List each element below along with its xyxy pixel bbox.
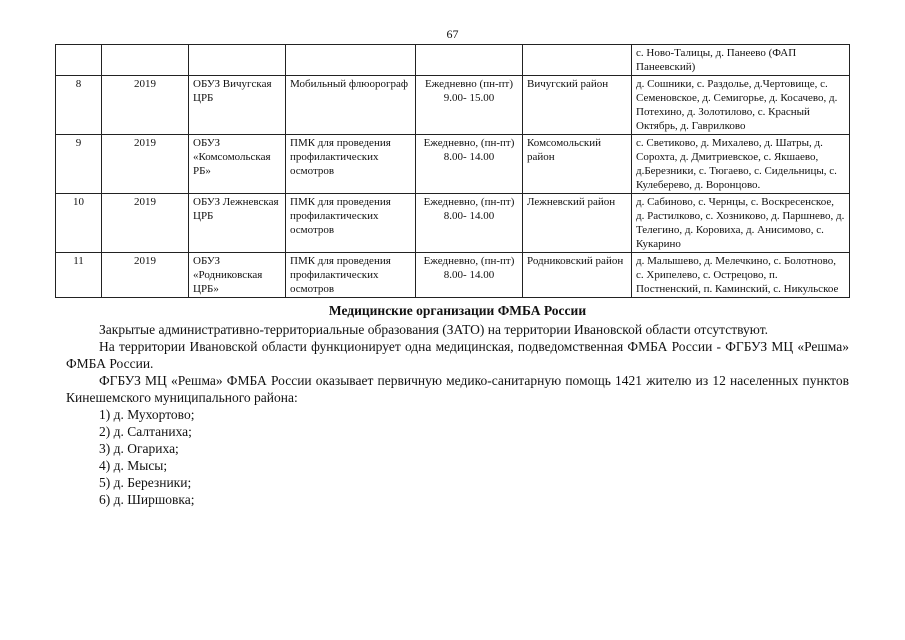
cell-localities: д. Сошники, с. Раздолье, д.Чертовище, с. Семеновское, д. Семигорье, д. Косачево, д. Потехино, д. Золотилово, с. Красный Октябрь, д. Гаврилково	[632, 76, 850, 135]
cell-year	[102, 45, 189, 76]
section-medical-organizations-fmba	[66, 302, 849, 508]
cell-service: Мобильный флюорограф	[286, 76, 416, 135]
cell-district: Комсомольский район	[523, 135, 632, 194]
table-row	[56, 45, 850, 76]
cell-organization: ОБУЗ «Родниковская ЦРБ»	[189, 253, 286, 298]
list-item: 4) д. Мысы;	[99, 458, 168, 473]
cell-year: 2019	[102, 135, 189, 194]
list-item: 5) д. Березники;	[99, 475, 192, 490]
cell-localities: с. Светиково, д. Михалево, д. Шатры, д. Сорохта, д. Дмитриевское, с. Якшаево, д.Березники, с. Тюгаево, с. Сидельницы, с. Кулеберево, д. Воронцово.	[632, 135, 850, 194]
list-item: 3) д. Огариха;	[99, 441, 179, 456]
paragraph-fmba-organization: На территории Ивановской области функционирует одна медицинская, подведомственная ФМБА России - ФГБУЗ МЦ «Решма» ФМБА России.	[66, 339, 849, 371]
cell-district: Вичугский район	[523, 76, 632, 135]
cell-localities: д. Сабиново, с. Чернцы, с. Воскресенское, д. Растилково, с. Хозниково, д. Паршнево, д. Телегино, д. Коровиха, д. Анисимово, с. Кукарино	[632, 194, 850, 253]
paragraph-fmba-services: ФГБУЗ МЦ «Решма» ФМБА России оказывает первичную медико-санитарную помощь 1421 жителю из 12 населенных пунктов Кинешемского муниципального района:	[66, 373, 849, 405]
cell-organization: ОБУЗ Лежневская ЦРБ	[189, 194, 286, 253]
cell-year: 2019	[102, 76, 189, 135]
page-number: 67	[446, 27, 459, 41]
cell-year: 2019	[102, 194, 189, 253]
cell-service: ПМК для проведения профилактических осмотров	[286, 135, 416, 194]
cell-localities: с. Ново-Талицы, д. Панеево (ФАП Панеевский)	[632, 45, 850, 76]
organizations-table	[55, 44, 850, 298]
cell-year: 2019	[102, 253, 189, 298]
cell-schedule: Ежедневно, (пн-пт) 8.00- 14.00	[416, 194, 523, 253]
cell-district	[523, 45, 632, 76]
table-body	[56, 45, 850, 298]
cell-number: 10	[56, 194, 102, 253]
cell-organization	[189, 45, 286, 76]
cell-service: ПМК для проведения профилактических осмотров	[286, 194, 416, 253]
table-row	[56, 253, 850, 298]
list-item: 2) д. Салтаниха;	[99, 424, 192, 439]
cell-localities: д. Малышево, д. Мелечкино, с. Болотново, с. Хрипелево, с. Острецово, п. Постненский, п. Каминский, с. Никульское	[632, 253, 850, 298]
cell-service	[286, 45, 416, 76]
cell-district: Лежневский район	[523, 194, 632, 253]
cell-schedule: Ежедневно, (пн-пт) 8.00- 14.00	[416, 135, 523, 194]
cell-number: 11	[56, 253, 102, 298]
cell-service: ПМК для проведения профилактических осмотров	[286, 253, 416, 298]
cell-district: Родниковский район	[523, 253, 632, 298]
paragraph-zato: Закрытые административно-территориальные образования (ЗАТО) на территории Ивановской области отсутствуют.	[99, 322, 768, 337]
list-item: 1) д. Мухортово;	[99, 407, 195, 422]
table-row	[56, 135, 850, 194]
cell-organization: ОБУЗ «Комсомольская РБ»	[189, 135, 286, 194]
cell-organization: ОБУЗ Вичугская ЦРБ	[189, 76, 286, 135]
cell-schedule	[416, 45, 523, 76]
list-item: 6) д. Ширшовка;	[99, 492, 195, 507]
table-row	[56, 76, 850, 135]
section-heading: Медицинские организации ФМБА России	[328, 303, 587, 318]
table-row	[56, 194, 850, 253]
cell-number: 9	[56, 135, 102, 194]
cell-schedule: Ежедневно (пн-пт) 9.00- 15.00	[416, 76, 523, 135]
cell-number: 8	[56, 76, 102, 135]
cell-schedule: Ежедневно, (пн-пт) 8.00- 14.00	[416, 253, 523, 298]
cell-number	[56, 45, 102, 76]
